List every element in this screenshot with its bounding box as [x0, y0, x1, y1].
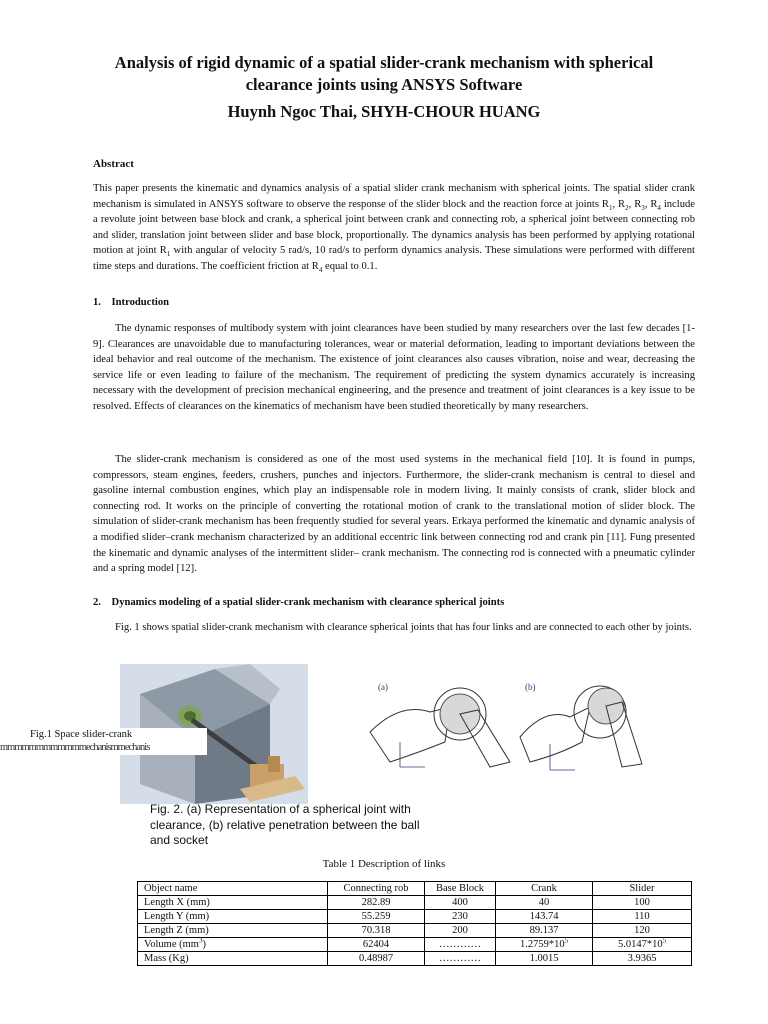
fig2-label-b: (b) — [525, 682, 536, 692]
table-row — [138, 952, 692, 966]
section-1-heading: 1. Introduction — [93, 297, 170, 308]
figure-2-spherical-joint-diagrams — [360, 672, 660, 782]
table-header-cell: Crank — [496, 882, 593, 896]
table-cell: Length Y (mm) — [138, 910, 328, 924]
table-row — [138, 896, 692, 910]
figure-2-caption: Fig. 2. (a) Representation of a spherical joint with clearance, (b) relative penetration between the ball and socket — [150, 802, 420, 846]
fig2-label-a: (a) — [378, 682, 388, 692]
table-cell: 100 — [593, 896, 692, 910]
table-header-row — [138, 882, 692, 896]
table-header-cell: Object name — [138, 882, 328, 896]
table-header-cell: Slider — [593, 882, 692, 896]
table-cell: ………… — [425, 938, 496, 952]
abstract-paragraph: This paper presents the kinematic and dynamics analysis of a spatial slider crank mechanism with spherical joints. The spatial slider crank mechanism is simulated in ANSYS software to observe the response of the slider block and the reaction force at joints $R_1$, $R_2$, $R_3$, $R_4$ include a revolute joint between base block and crank, a spherical joint between crank and connecting rob, a spherical joint between connecting rob and slider, translation joint between slider and base block, proportionally. The dynamics analysis has been performed by applying rotational motion at joint $R_1$ with angular of velocity 5 rad/s, 10 rad/s to perform dynamics analysis. These simulations were performed with different time steps and durations. The coefficient friction at $R_4$ equal to 0.1. — [93, 183, 695, 275]
paper-authors: Huynh Ngoc Thai, SHYH-CHOUR HUANG — [227, 102, 541, 121]
table-cell: 62404 — [328, 938, 425, 952]
table-header-cell: Connecting rob — [328, 882, 425, 896]
table-cell: 120 — [593, 924, 692, 938]
section-2-paragraph: Fig. 1 shows spatial slider-crank mechanism with clearance spherical joints that has four links and are connected to each other by joints. — [115, 622, 692, 633]
table-cell: 89.137 — [496, 924, 593, 938]
table-cell: Length Z (mm) — [138, 924, 328, 938]
table-cell: 282.89 — [328, 896, 425, 910]
table-cell: Length X (mm) — [138, 896, 328, 910]
paper-title: Analysis of rigid dynamic of a spatial slider-crank mechanism with spherical clearance joints using ANSYS Software — [114, 53, 654, 94]
links-table — [137, 881, 692, 966]
table-cell: $5.0147*10^5$ — [593, 938, 692, 952]
intro-paragraph-2: The slider-crank mechanism is considered as one of the most used systems in the mechanical field [10]. It is found in pumps, compressors, steam engines, feeders, crushers, punches and injectors. Furthermore, the slider-crank mechanism is central to diesel and gasoline internal combustion engines, which play an indispensable role in modern living. It mainly consists of crank, slider block and connecting rod. It works on the principle of converting the rotational motion of crank to the translational motion of slider block. The simulation of slider-crank mechanism has been frequently studied for several years. Erkaya performed the kinematic and dynamic analysis of a modified slider–crank mechanism characterized by an additional eccentric link between connecting rod and crank pin [11]. Fung presented the kinematic and dynamic analyses of the intermittent slider– crank mechanism. The connecting rod is connected with a pneumatic cylinder and a spring model [12]. — [93, 454, 695, 575]
table-cell: 3.9365 — [593, 952, 692, 966]
table-row — [138, 938, 692, 952]
table-cell: 40 — [496, 896, 593, 910]
table-row — [138, 910, 692, 924]
table-cell: ………… — [425, 952, 496, 966]
table-cell: 143.74 — [496, 910, 593, 924]
section-2-heading: 2. Dynamics modeling of a spatial slider-crank mechanism with clearance spherical joints — [93, 597, 505, 608]
table-cell: 400 — [425, 896, 496, 910]
table-1-caption: Table 1 Description of links — [322, 858, 446, 870]
table-cell: 230 — [425, 910, 496, 924]
abstract-heading: Abstract — [93, 158, 134, 170]
intro-paragraph-1: The dynamic responses of multibody system with joint clearances have been studied by many researchers over the last few decades [1-9]. Clearances are unavoidable due to manufacturing tolerances, wear or material deformation, leading to important deviations between the ideal behavior and real outcome of the mechanism. The existence of joint clearances also causes vibration, noise and wear, decreasing the service life or even leading to failure of the mechanism. The requirement of predicting the system dynamics accurately is increasing necessary with the development of precision mechanical engineering, and the presence and treatment of joint clearances is a key issue to be resolved. Effects of clearances on the kinematics of mechanism have been studied theoretically by many researchers. — [93, 323, 695, 412]
table-cell: 0.48987 — [328, 952, 425, 966]
table-cell: 70.318 — [328, 924, 425, 938]
table-cell: 200 — [425, 924, 496, 938]
table-header-cell: Base Block — [425, 882, 496, 896]
figure-1-caption: Fig.1 Space slider-crank mmmmmmmmmmmmechanismmechanis — [0, 728, 207, 755]
table-cell: 1.0015 — [496, 952, 593, 966]
table-row — [138, 924, 692, 938]
table-cell: $1.2759*10^5$ — [496, 938, 593, 952]
table-cell: Mass (Kg) — [138, 952, 328, 966]
table-cell: 55.259 — [328, 910, 425, 924]
table-cell: Volume $(mm^3)$ — [138, 938, 328, 952]
table-cell: 110 — [593, 910, 692, 924]
